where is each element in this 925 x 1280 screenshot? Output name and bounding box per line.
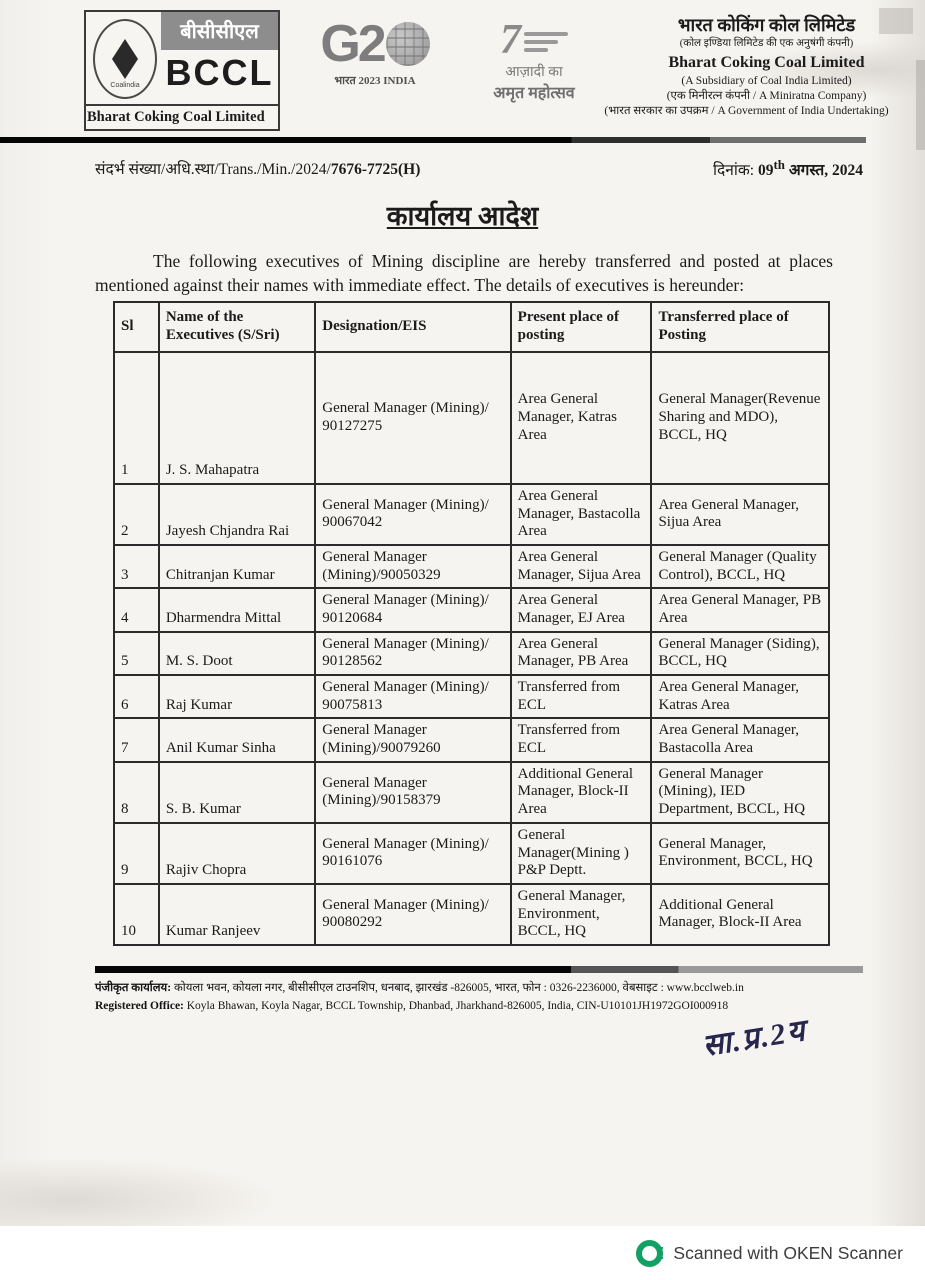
table-body — [114, 352, 829, 945]
cell-present-posting: Area General Manager, Katras Area — [511, 352, 652, 484]
cell-sl: 7 — [114, 718, 159, 761]
company-english-name: Bharat Coking Coal Limited — [668, 54, 865, 72]
cell-designation: General Manager (Mining)/ 90080292 — [315, 884, 510, 945]
cell-name: S. B. Kumar — [159, 762, 315, 823]
transfer-order-table — [113, 301, 830, 946]
column-header: Transferred place of Posting — [651, 302, 829, 351]
reference-prefix: संदर्भ संख्या/अधि.स्था/Trans./Min./2024/ — [95, 161, 331, 178]
cell-present-posting: Area General Manager, EJ Area — [511, 588, 652, 631]
g20-subtext: भारत 2023 INDIA — [334, 75, 416, 87]
cell-present-posting: General Manager, Environment, BCCL, HQ — [511, 884, 652, 945]
scan-smudge — [916, 60, 925, 150]
cell-designation: General Manager (Mining)/ 90127275 — [315, 352, 510, 484]
cell-sl: 3 — [114, 545, 159, 588]
scanner-watermark-text: Scanned with OKEN Scanner — [673, 1242, 903, 1263]
cell-name: J. S. Mahapatra — [159, 352, 315, 484]
table-row — [114, 545, 829, 588]
handwritten-initials: सा.प्र.2य — [700, 1013, 810, 1063]
cell-designation: General Manager (Mining)/ 90067042 — [315, 484, 510, 545]
cell-transferred-posting: General Manager (Mining), IED Department, BCCL, HQ — [651, 762, 829, 823]
document-title: कार्यालय आदेश — [386, 201, 539, 232]
cell-transferred-posting: General Manager (Siding), BCCL, HQ — [651, 632, 829, 675]
table-row — [114, 884, 829, 945]
cell-sl: 5 — [114, 632, 159, 675]
diamond-icon — [112, 39, 138, 79]
cell-name: Anil Kumar Sinha — [159, 718, 315, 761]
cell-designation: General Manager (Mining)/90079260 — [315, 718, 510, 761]
reference-number — [95, 157, 420, 180]
cell-designation: General Manager (Mining)/90158379 — [315, 762, 510, 823]
date-day: 09 — [757, 162, 774, 180]
company-hindi-subtitle: (कोल इण्डिया लिमिटेड की एक अनुषंगी कंपनी) — [679, 38, 854, 50]
table-row — [114, 823, 829, 884]
cell-sl: 8 — [114, 762, 159, 823]
bccl-logo-caption: Bharat Coking Coal Limited — [86, 104, 278, 129]
cell-transferred-posting: Area General Manager, PB Area — [651, 588, 829, 631]
registered-office-english — [95, 997, 843, 1015]
cell-present-posting: Area General Manager, Bastacolla Area — [511, 484, 652, 545]
company-english-subtitle: (A Subsidiary of Coal India Limited) — [681, 74, 852, 87]
cell-transferred-posting: Area General Manager, Bastacolla Area — [651, 718, 829, 761]
company-hindi-name: भारत कोकिंग कोल लिमिटेड — [677, 15, 856, 35]
cell-transferred-posting: Additional General Manager, Block-II Area — [651, 884, 829, 945]
column-header: Name of the Executives (S/Sri) — [159, 302, 315, 351]
bccl-logo — [84, 10, 280, 131]
globe-icon — [386, 22, 430, 66]
header-divider — [0, 137, 866, 143]
cell-transferred-posting: Area General Manager, Sijua Area — [651, 484, 829, 545]
cell-name: Raj Kumar — [159, 675, 315, 718]
registered-office-english-label: Registered Office: — [95, 1000, 184, 1013]
cell-designation: General Manager (Mining)/ 90128562 — [315, 632, 510, 675]
oken-scanner-icon — [636, 1240, 663, 1267]
g20-text: G2 — [320, 15, 384, 73]
cell-sl: 4 — [114, 588, 159, 631]
scan-smudge — [879, 8, 913, 34]
company-undertaking-line: (भारत सरकार का उपक्रम / A Government of India Undertaking) — [604, 104, 889, 117]
table-row — [114, 675, 829, 718]
reference-value: 7676-7725(H) — [330, 161, 421, 178]
g20-logo — [300, 15, 450, 88]
coal-india-label: Coalindia — [110, 82, 140, 89]
cell-designation: General Manager (Mining)/ 90120684 — [315, 588, 510, 631]
cell-name: Chitranjan Kumar — [159, 545, 315, 588]
column-header: Sl — [114, 302, 159, 351]
flag-swoosh-icon — [524, 32, 568, 52]
cell-name: Dharmendra Mittal — [159, 588, 315, 631]
date-ordinal: th — [773, 157, 785, 172]
column-header: Designation/EIS — [315, 302, 510, 351]
cell-transferred-posting: General Manager (Quality Control), BCCL, HQ — [651, 545, 829, 588]
azadi-ka-amrit-mahotsav-logo — [470, 17, 598, 103]
azadi-line2: अमृत महोत्सव — [493, 84, 575, 102]
bccl-hindi-acronym: बीसीसीएल — [161, 12, 278, 50]
table-row — [114, 352, 829, 484]
cell-transferred-posting: Area General Manager, Katras Area — [651, 675, 829, 718]
azadi-75-digit: 7 — [500, 17, 521, 63]
reference-row — [95, 157, 863, 180]
cell-present-posting: Transferred from ECL — [511, 675, 652, 718]
date-line — [713, 157, 863, 180]
registered-office-hindi — [95, 979, 843, 997]
cell-present-posting: General Manager(Mining ) P&P Deptt. — [511, 823, 652, 884]
date-label: दिनांक: — [713, 162, 758, 180]
body-paragraph: The following executives of Mining discipline are hereby transferred and posted at places mentioned against their names with immediate effect. The details of executives is hereunder: — [95, 251, 833, 296]
cell-sl: 6 — [114, 675, 159, 718]
cell-name: Kumar Ranjeev — [159, 884, 315, 945]
letterhead — [0, 0, 925, 131]
table-row — [114, 588, 829, 631]
table-row — [114, 632, 829, 675]
date-rest: अगस्त, 2024 — [784, 162, 863, 180]
cell-name: Rajiv Chopra — [159, 823, 315, 884]
registered-office-english-text: Koyla Bhawan, Koyla Nagar, BCCL Township, Dhanbad, Jharkhand-826005, India, CIN-U10101JH1972GOI000918 — [183, 1000, 729, 1013]
table-row — [114, 762, 829, 823]
cell-sl: 10 — [114, 884, 159, 945]
footer-divider — [95, 966, 863, 973]
cell-name: Jayesh Chjandra Rai — [159, 484, 315, 545]
coal-india-emblem-icon — [93, 19, 157, 99]
cell-designation: General Manager (Mining)/90050329 — [315, 545, 510, 588]
cell-present-posting: Additional General Manager, Block-II Area — [511, 762, 652, 823]
cell-transferred-posting: General Manager, Environment, BCCL, HQ — [651, 823, 829, 884]
cell-present-posting: Area General Manager, Sijua Area — [511, 545, 652, 588]
registered-office-block — [95, 979, 843, 1016]
company-miniratna-line: (एक मिनीरत्न कंपनी / A Miniratna Company) — [666, 89, 867, 102]
column-header: Present place of posting — [511, 302, 652, 351]
cell-sl: 9 — [114, 823, 159, 884]
cell-sl: 1 — [114, 352, 159, 484]
cell-transferred-posting: General Manager(Revenue Sharing and MDO), BCCL, HQ — [651, 352, 829, 484]
scanner-watermark-bar — [0, 1226, 925, 1280]
bccl-acronym: BCCL — [165, 52, 274, 93]
company-name-block — [604, 14, 915, 119]
table-header-row — [114, 302, 829, 351]
registered-office-hindi-text: कोयला भवन, कोयला नगर, बीसीसीएल टाउनशिप, धनबाद, झारखंड -826005, भारत, फोन : 0326-2236000, वेबसाइट : www.bcclweb.in — [171, 981, 744, 994]
azadi-line1: आज़ादी का — [505, 64, 563, 80]
table-row — [114, 718, 829, 761]
table-row — [114, 484, 829, 545]
cell-designation: General Manager (Mining)/ 90161076 — [315, 823, 510, 884]
cell-name: M. S. Doot — [159, 632, 315, 675]
cell-present-posting: Area General Manager, PB Area — [511, 632, 652, 675]
cell-sl: 2 — [114, 484, 159, 545]
cell-present-posting: Transferred from ECL — [511, 718, 652, 761]
cell-designation: General Manager (Mining)/ 90075813 — [315, 675, 510, 718]
registered-office-hindi-label: पंजीकृत कार्यालय: — [95, 981, 172, 994]
